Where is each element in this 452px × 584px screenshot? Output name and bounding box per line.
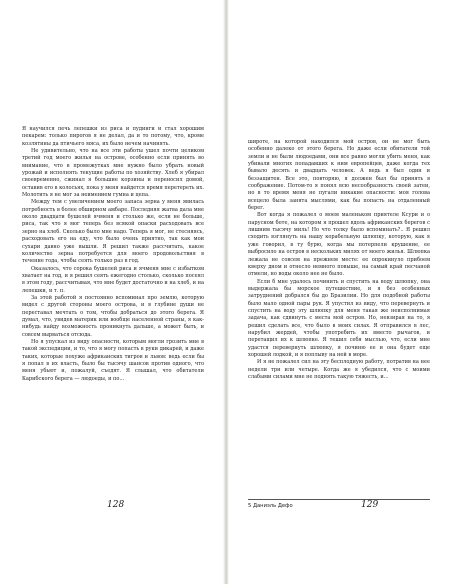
paragraph: Не удивительно, что на все эти работы ушел почти целиком третий год моего жилья на острове, особенно если принять во внимание, что в промежутках мне нужно было убрать новый урожай и исполнять текущие работы по хозяйству. Хлеб я убирал своевременно, сжинал я большие корзины и переносил домой, оставив его в колосьях, пока у меня найдется время перетереть их. Молотить я не мог за неимением гумна и цепа. — [22, 148, 204, 199]
paragraph: За этой работой я постоянно вспоминал про землю, которую видел с другой стороны моего острова, и в глубине души не переставал мечтать о том, чтобы добраться до этого берега. Я думал, что, увидев материк или вообще населенной страны, я как-нибудь найду возможность проникнуть дальше, а может быть, и совсем вырваться отсюда. — [22, 294, 204, 338]
right-page-text — [248, 139, 430, 381]
right-page — [226, 0, 452, 584]
paragraph: Если б мне удалось починить и спустить на воду шлюпку, она выдержала бы морское путешествие, и я без особенных затруднений добрался бы до Бразилии. Но для подобной работы было мало одной пары рук. Я упустил из виду, что перевернуть и спустить на воду эту шлюпку для меня такая же неисполнимая задача, как сдвинуть с места мой остров. Но, невзирая на то, я решил сделать все, что было в моих силах. Я отправился в лес, нарубил жердей, чтобы употребить их вместо рычагов, и перетащил их к шлюпке. Я тешил себя мыслью, что, если мне удастся перевернуть шлюпку, я починю ее и она будет еще хорошей лодкой, и я поплыву на ней в море. — [248, 278, 430, 358]
paragraph: Вот когда я пожалел о моем маленьком приятеле Ксури и о парусном боте, на котором я прошел вдоль африканских берегов с лишним тысячу миль! Но что толку было вспоминать?.. Я решил сходить взглянуть на нашу корабельную шлюпку, которую, как я уже говорил, в ту бурю, когда мы потерпели крушение, ее выбросило на остров в нескольких милях от моего жилья. Шлюпка лежала не совсем на прежнем месте: ее опрокинуло прибоем кверху дном и отнесло немного повыше, на самый край песчаной отмели, но воды около нее не было. — [248, 212, 430, 278]
page-number: 129 — [361, 500, 379, 510]
paragraph: Между тем с увеличением моего запаса зерна у меня явилась потребность в более обширном амбаре. Последняя жатва дала мне около двадцати бушелей ячменя и столько же, если не больше, риса, так что я мог теперь без всякой опаски расходовать все зерно на хлеб. Сколько было мне надо. Теперь я мог, не стесняясь, расходовать его на еду, что было очень приятно, так как мои сухари давно уже вышли. Я решил также рассчитать, какое количество зерна потребуется для моего продовольствия в течение года, чтобы сеять только раз в год. — [22, 199, 204, 265]
footer-rule — [248, 499, 430, 500]
left-page-text — [22, 126, 204, 383]
paragraph: Но я упускал из виду опасности, которым могли грозить мне в такой экспедиции, и то, что я могу попасть в руки дикарей, и даже таких, которые похуже африканских тигров и львов: ведь если бы я попал в их власть, было бы тысячу шансов против одного, что меня убьют и, пожалуй, съедят. Я слышал, что обитатели Карибского берега — людоеды, и по... — [22, 338, 204, 382]
paragraph: широте, на которой находился мой остров, он не мог быть особенно далеко от этого берега. Но даже если обитатели той земли и не были людоедами, они все равно могли убить меня, как убивали многих попадавших к ним европейцев, даже когда тех бывало десять и двадцать человек. А ведь я был один и беззащитен. Все это, повторяю, я должен был бы принять в соображение. Потом-то я понял всю несообразность своей затеи, но в то время меня не пугали никакие опасности: моя голова всецело была занята мыслями, как бы попасть на отдаленный берег. — [248, 139, 430, 212]
running-footer: 5 Даниэль Дефо — [248, 503, 293, 509]
paragraph: Оказалось, что сорока бушелей риса и ячменя мне с избытком хватает на год, и я решил сеять ежегодно столько, сколько посеял в этом году, рассчитывая, что мне будет достаточно и на хлеб, и на лепешки, и т. п. — [22, 265, 204, 294]
book-gutter — [223, 0, 229, 584]
page-number: 128 — [107, 500, 125, 510]
paragraph: И я не пожалел сил на эту бесплодную работу, потратив на нее недели три или четыре. Когда же я убедился, что с моими слабыми силами мне не поднять такую тяжесть, и... — [248, 359, 430, 380]
paragraph: Я научился печь лепешки из риса и пудинги и стал хорошим пекарем: только пирогов я не делал, да и то потому, что, кроме козлятины да птичьего мяса, их было нечем начинять. — [22, 126, 204, 147]
